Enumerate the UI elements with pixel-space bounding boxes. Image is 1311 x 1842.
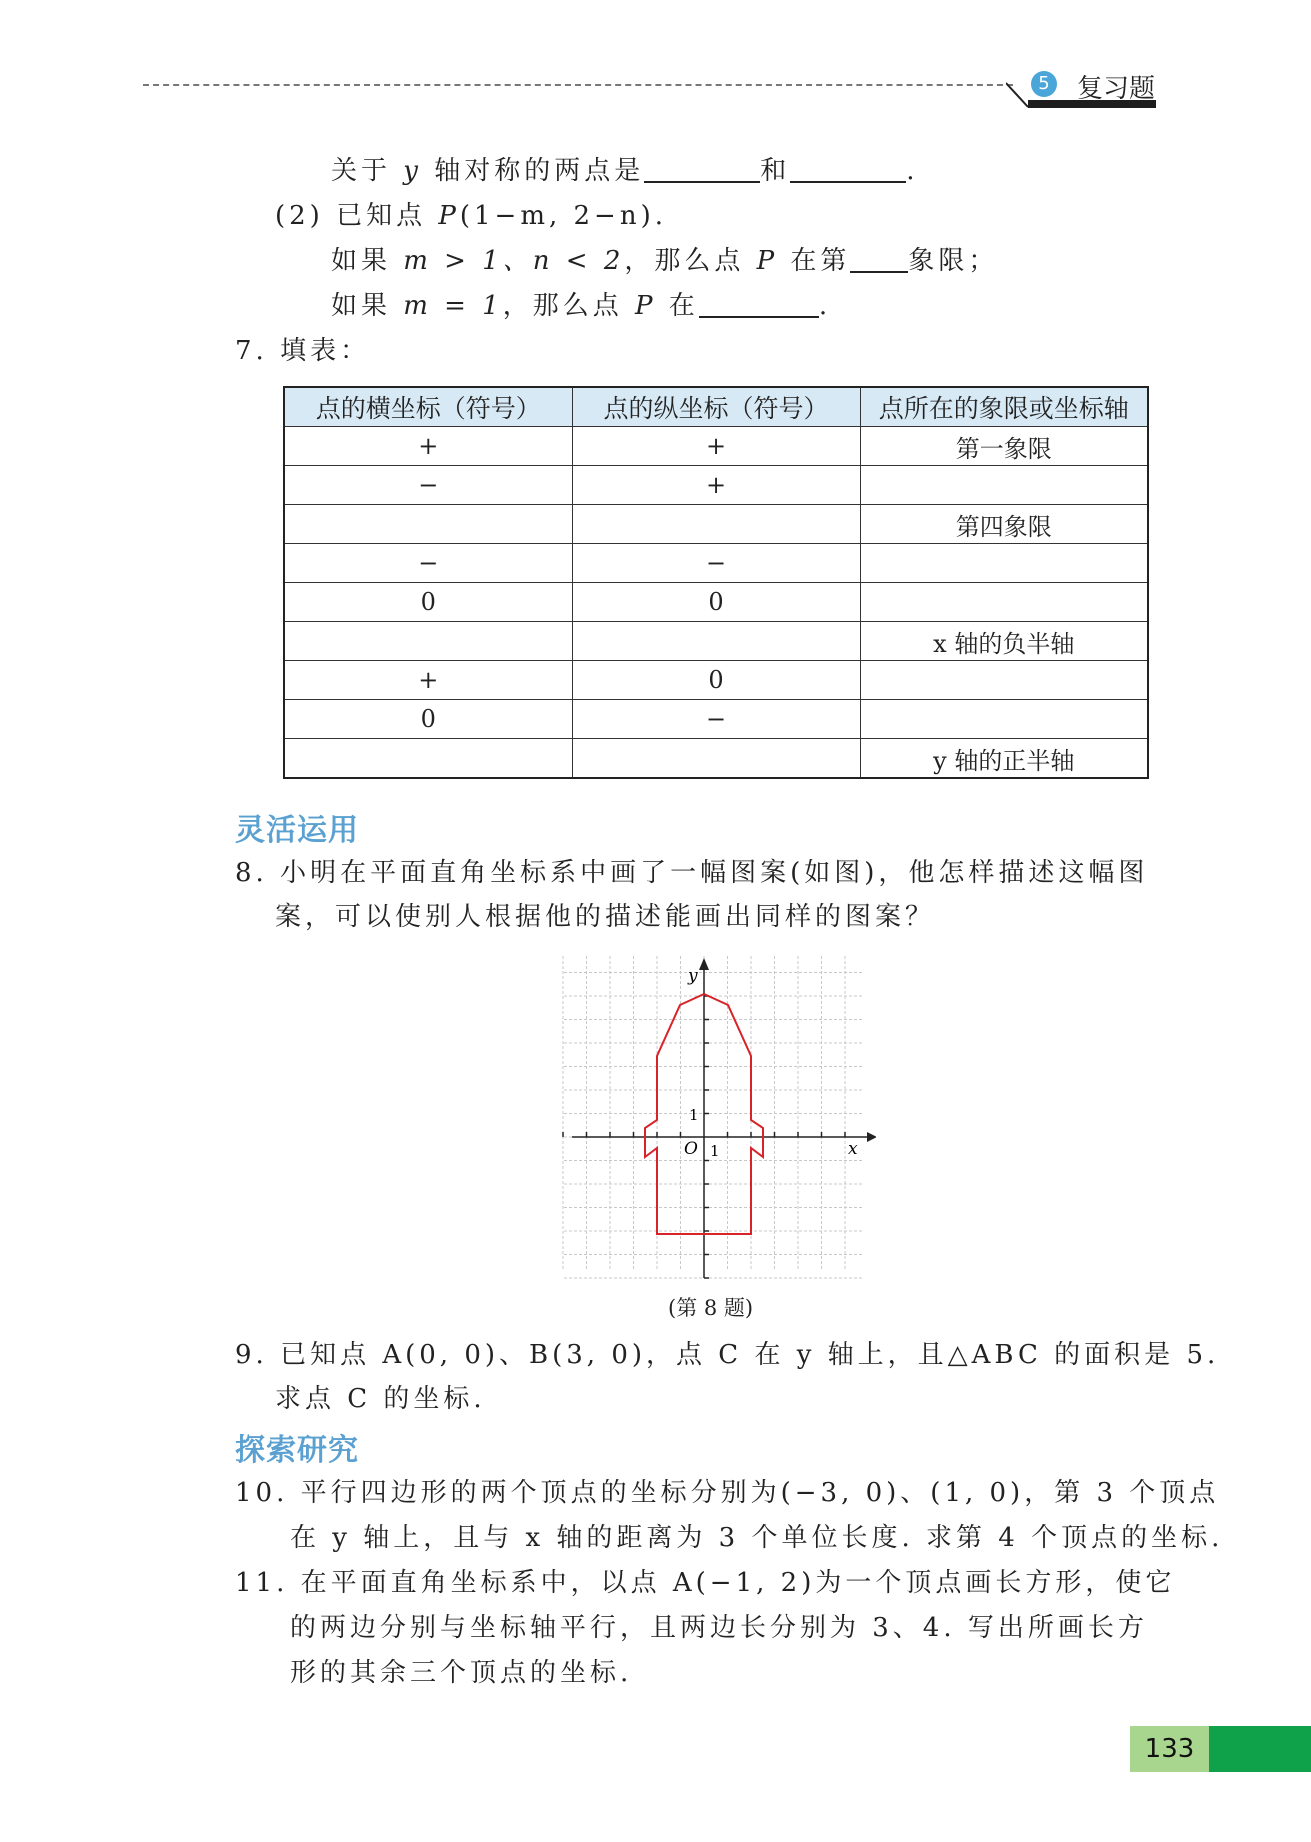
table-cell[interactable]: −: [284, 544, 572, 583]
table-row: [284, 622, 1148, 661]
q10-line-1: 10. 平行四边形的两个顶点的坐标分别为(−3, 0)、(1, 0)，第 3 个顶点: [235, 1478, 1220, 1508]
table-cell[interactable]: [860, 544, 1148, 583]
header-dashed-rule: [143, 84, 1013, 86]
q6-expr: m > 1、n < 2: [403, 246, 625, 276]
x-axis-arrow: [867, 1132, 876, 1142]
q8-line-1: 8. 小明在平面直角坐标系中画了一幅图案(如图)，他怎样描述这幅图: [235, 858, 1149, 888]
answer-blank[interactable]: [699, 290, 819, 318]
table-row: [284, 739, 1148, 779]
coordinate-figure: [562, 948, 876, 1280]
table-cell[interactable]: [284, 622, 572, 661]
table-header-cell: 点的横坐标（符号）: [284, 387, 572, 427]
x-tick-label: 1: [710, 1142, 720, 1160]
table-cell[interactable]: [860, 661, 1148, 700]
q6-point-p: P: [635, 291, 657, 321]
answer-blank[interactable]: [644, 155, 760, 183]
y-axis-label: y: [688, 966, 698, 986]
q6-text: 关于: [331, 156, 404, 186]
page-number: 133: [1130, 1726, 1209, 1772]
q6-point-coords: (1−m, 2−n).: [459, 201, 667, 231]
table-cell[interactable]: [284, 505, 572, 544]
q11-line-1: 11. 在平面直角坐标系中，以点 A(−1, 2)为一个顶点画长方形，使它: [235, 1568, 1176, 1598]
q6-line-1: [331, 154, 919, 188]
table-cell[interactable]: [572, 622, 860, 661]
q6-text: .: [818, 291, 832, 321]
table-cell[interactable]: [284, 739, 572, 779]
table-cell[interactable]: [572, 739, 860, 779]
table-cell[interactable]: 0: [284, 583, 572, 622]
table-cell[interactable]: [860, 583, 1148, 622]
page-edge-bar: [1209, 1726, 1311, 1772]
q6-point-p: P: [756, 246, 779, 276]
q6-text: 如果: [331, 291, 404, 321]
table-cell[interactable]: 第一象限: [860, 427, 1148, 466]
q6-text: 象限；: [908, 246, 999, 276]
table-row: [284, 583, 1148, 622]
table-cell[interactable]: +: [572, 466, 860, 505]
q6-point-p: P: [438, 201, 460, 231]
answer-blank[interactable]: [790, 155, 906, 183]
q6-condition-2: [331, 289, 831, 323]
q6-text: ，那么点: [502, 291, 636, 321]
table-row: [284, 544, 1148, 583]
q6-text: 如果: [331, 246, 404, 276]
chapter-title: 复习题: [1077, 74, 1156, 104]
table-row: [284, 427, 1148, 466]
figure-grid: [563, 956, 862, 1278]
table-cell[interactable]: 0: [572, 583, 860, 622]
table-cell[interactable]: y 轴的正半轴: [860, 739, 1148, 779]
x-axis-label: x: [848, 1139, 858, 1159]
q6-text: 和: [760, 156, 791, 186]
section-title-flexible-use: 灵活运用: [235, 813, 359, 848]
table-cell[interactable]: [860, 466, 1148, 505]
table-row: [284, 700, 1148, 739]
q8-line-2: 案，可以使别人根据他的描述能画出同样的图案？: [275, 902, 936, 932]
q6-text: 轴对称的两点是: [421, 156, 645, 186]
q6-text: 在: [656, 291, 699, 321]
answer-blank[interactable]: [850, 245, 908, 273]
table-row: [284, 466, 1148, 505]
q6-var-y: y: [403, 156, 422, 186]
chapter-number-badge: 5: [1031, 71, 1057, 97]
table-cell[interactable]: +: [572, 427, 860, 466]
q9-line-1: 9. 已知点 A(0, 0)、B(3, 0)，点 C 在 y 轴上，且△ABC 的面积是 5.: [235, 1340, 1220, 1370]
table-header-row: [284, 387, 1148, 427]
table-cell[interactable]: [572, 505, 860, 544]
table-cell[interactable]: −: [572, 700, 860, 739]
section-title-exploration: 探索研究: [235, 1433, 359, 1468]
figure-caption: (第 8 题): [668, 1296, 754, 1320]
q7-label: 7. 填表：: [235, 336, 371, 366]
q11-line-3: 形的其余三个顶点的坐标.: [290, 1658, 633, 1688]
table-cell[interactable]: −: [284, 466, 572, 505]
fill-in-table: [283, 386, 1149, 779]
y-tick-label: 1: [689, 1106, 699, 1124]
q6-expr: m = 1: [403, 291, 503, 321]
q6-part2-label: (2) 已知点: [275, 201, 439, 231]
table-cell[interactable]: 0: [284, 700, 572, 739]
q6-part-2: [275, 199, 667, 233]
q10-line-2: 在 y 轴上，且与 x 轴的距离为 3 个单位长度. 求第 4 个顶点的坐标.: [290, 1523, 1224, 1553]
q6-text: ，那么点: [624, 246, 757, 276]
q6-text: 在第: [778, 246, 851, 276]
table-row: [284, 505, 1148, 544]
table-cell[interactable]: +: [284, 427, 572, 466]
q11-line-2: 的两边分别与坐标轴平行，且两边长分别为 3、4. 写出所画长方: [290, 1613, 1148, 1643]
table-row: [284, 661, 1148, 700]
table-cell[interactable]: x 轴的负半轴: [860, 622, 1148, 661]
table-cell[interactable]: 0: [572, 661, 860, 700]
table-header-cell: 点的纵坐标（符号）: [572, 387, 860, 427]
q6-text: .: [906, 156, 919, 186]
table-cell[interactable]: 第四象限: [860, 505, 1148, 544]
table-header-cell: 点所在的象限或坐标轴: [860, 387, 1148, 427]
q9-line-2: 求点 C 的坐标.: [275, 1384, 486, 1414]
table-cell[interactable]: [860, 700, 1148, 739]
table-cell[interactable]: +: [284, 661, 572, 700]
table-cell[interactable]: −: [572, 544, 860, 583]
q6-condition-1: [331, 244, 998, 278]
origin-label: O: [684, 1139, 698, 1159]
y-axis-arrow: [699, 958, 709, 970]
